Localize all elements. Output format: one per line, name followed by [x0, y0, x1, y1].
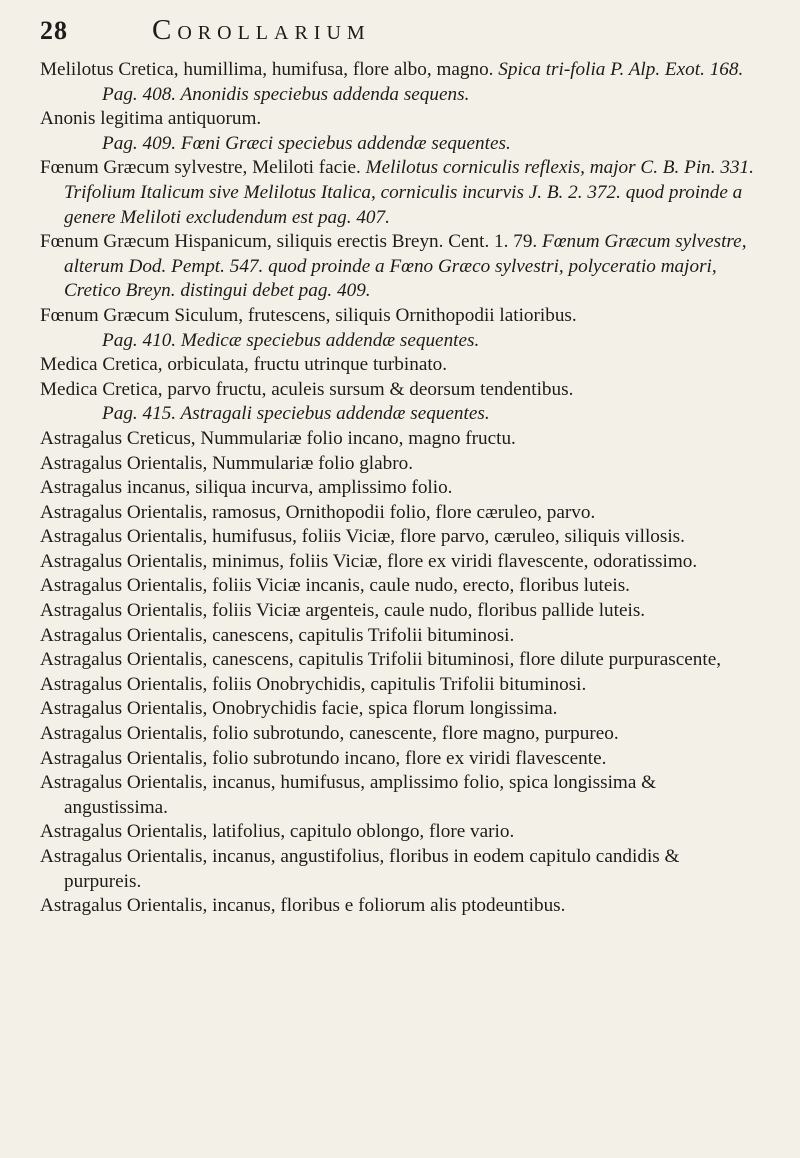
species-entry — [40, 599, 758, 624]
species-entry — [40, 304, 758, 329]
species-entry — [40, 525, 758, 550]
roman-text: Anonis legitima antiquorum. — [40, 108, 262, 130]
species-entry — [40, 230, 758, 304]
species-entry — [40, 624, 758, 649]
page-header — [40, 14, 755, 50]
running-title: Corollarium — [152, 14, 371, 46]
roman-text: Astragalus Orientalis, folio subrotundo, canescente, flore magno, purpureo. — [40, 723, 619, 745]
roman-text: Astragalus Orientalis, incanus, floribus e foliorum alis ptodeuntibus. — [40, 895, 566, 917]
section-reference — [40, 329, 758, 354]
species-entry — [40, 58, 758, 83]
species-entry — [40, 697, 758, 722]
italic-text: Melilotus corniculis reflexis, major C. B. Pin. 331. Trifolium Italicum sive Melilotus Italica, corniculis incurvis J. B. 2. 372. quod proinde a genere Meliloti excludendum est pag. 407. — [64, 157, 754, 228]
roman-text: Astragalus Orientalis, canescens, capitulis Trifolii bituminosi. — [40, 624, 515, 646]
roman-text: Astragalus Creticus, Nummulariæ folio incano, magno fructu. — [40, 427, 516, 449]
roman-text: Fœnum Græcum sylvestre, Meliloti facie. — [40, 157, 366, 179]
roman-text: Astragalus Orientalis, foliis Viciæ argenteis, caule nudo, floribus pallide luteis. — [40, 600, 646, 622]
section-reference — [40, 83, 758, 108]
species-entry — [40, 452, 758, 477]
roman-text: Fœnum Græcum Siculum, frutescens, siliquis Ornithopodii latioribus. — [40, 304, 577, 326]
species-entry — [40, 476, 758, 501]
roman-text: Astragalus Orientalis, incanus, humifusus, amplissimo folio, spica longissima & angustissima. — [40, 772, 657, 818]
italic-text: Spica tri-folia P. Alp. Exot. 168. — [498, 59, 744, 80]
roman-text: Astragalus Orientalis, humifusus, foliis Viciæ, flore parvo, cæruleo, siliquis villosis. — [40, 526, 685, 548]
italic-text: Pag. 408. Anonidis speciebus addenda sequens. — [102, 83, 470, 105]
italic-text: Pag. 415. Astragali speciebus addendæ sequentes. — [102, 403, 490, 425]
roman-text: Astragalus Orientalis, foliis Viciæ incanis, caule nudo, erecto, floribus luteis. — [40, 575, 630, 597]
italic-text: Pag. 410. Medicæ speciebus addendæ sequentes. — [102, 329, 480, 351]
species-entry — [40, 722, 758, 747]
roman-text: Astragalus Orientalis, minimus, foliis Viciæ, flore ex viridi flavescente, odoratissimo. — [40, 550, 698, 572]
text-body — [40, 58, 758, 919]
roman-text: Astragalus Orientalis, Nummulariæ folio glabro. — [40, 452, 414, 474]
species-entry — [40, 820, 758, 845]
roman-text: Astragalus Orientalis, folio subrotundo incano, flore ex viridi flavescente. — [40, 747, 607, 769]
roman-text: Astragalus Orientalis, Onobrychidis facie, spica florum longissima. — [40, 698, 558, 720]
section-reference — [40, 402, 758, 427]
species-entry — [40, 771, 758, 820]
species-entry — [40, 353, 758, 378]
roman-text: Astragalus Orientalis, latifolius, capitulo oblongo, flore vario. — [40, 821, 515, 843]
species-entry — [40, 427, 758, 452]
italic-text: Pag. 409. Fœni Græci speciebus addendæ sequentes. — [102, 132, 511, 154]
roman-text: Melilotus Cretica, humillima, humifusa, flore albo, magno. — [40, 59, 499, 80]
roman-text: Astragalus incanus, siliqua incurva, amplissimo folio. — [40, 477, 453, 499]
roman-text: Medica Cretica, orbiculata, fructu utrinque turbinato. — [40, 354, 448, 376]
roman-text: Astragalus Orientalis, ramosus, Ornithopodii folio, flore cæruleo, parvo. — [40, 501, 596, 523]
roman-text: Astragalus Orientalis, incanus, angustifolius, floribus in eodem capitulo candidis & purpureis. — [40, 846, 680, 892]
species-entry — [40, 845, 758, 894]
roman-text: Astragalus Orientalis, foliis Onobrychidis, capitulis Trifolii bituminosi. — [40, 673, 587, 695]
page-number: 28 — [40, 16, 68, 45]
roman-text: Astragalus Orientalis, canescens, capitulis Trifolii bituminosi, flore dilute purpurascente, — [40, 649, 722, 671]
species-entry — [40, 574, 758, 599]
species-entry — [40, 747, 758, 772]
section-reference — [40, 132, 758, 157]
species-entry — [40, 673, 758, 698]
roman-text: Fœnum Græcum Hispanicum, siliquis erectis Breyn. Cent. 1. 79. — [40, 231, 543, 253]
species-entry — [40, 550, 758, 575]
species-entry — [40, 156, 758, 230]
species-entry — [40, 107, 758, 132]
roman-text: Medica Cretica, parvo fructu, aculeis sursum & deorsum tendentibus. — [40, 378, 574, 400]
species-entry — [40, 648, 758, 673]
italic-text: Fœnum Græcum sylvestre, alterum Dod. Pempt. 547. quod proinde a Fœno Græco sylvestri, polyceratio majori, Cretico Breyn. distingui debet pag. 409. — [64, 231, 747, 302]
species-entry — [40, 501, 758, 526]
species-entry — [40, 378, 758, 403]
species-entry — [40, 894, 758, 919]
